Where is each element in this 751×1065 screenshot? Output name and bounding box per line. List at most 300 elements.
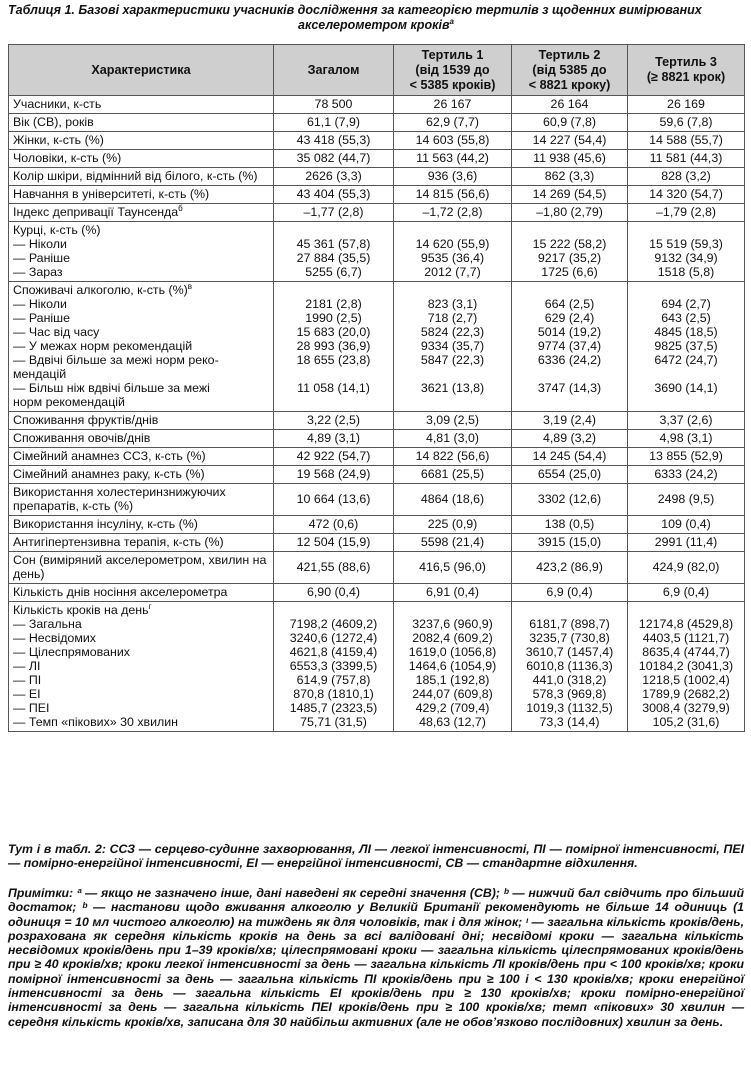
cell-value: 2012 (7,7) xyxy=(424,265,481,279)
value-cell xyxy=(274,552,394,584)
column-header-line: (≥ 8821 крок) xyxy=(646,70,726,84)
value-cell xyxy=(394,168,512,186)
row-label-line xyxy=(13,353,269,367)
cell-value: 429,2 (709,4) xyxy=(415,701,490,715)
cell-value xyxy=(278,223,389,237)
cell-value: 2181 (2,8) xyxy=(305,297,362,311)
cell-value: 14 815 (56,6) xyxy=(415,187,490,201)
cell-value: 12 504 (15,9) xyxy=(296,535,371,549)
row-label xyxy=(9,466,274,484)
table-header-row xyxy=(9,45,745,96)
row-label-text: Курці, к-сть (%) xyxy=(13,223,101,237)
value-cell xyxy=(274,602,394,732)
cell-value: 862 (3,3) xyxy=(544,169,595,183)
cell-value: 629 (2,4) xyxy=(544,311,595,325)
row-label xyxy=(9,132,274,150)
value-cell xyxy=(628,534,745,552)
value-cell xyxy=(512,282,628,412)
cell-value: 244,07 (609,8) xyxy=(412,687,493,701)
row-label-text: Навчання в університеті, к-сть (%) xyxy=(13,187,210,201)
cell-value: 26 167 xyxy=(433,97,472,111)
table-row xyxy=(9,204,745,222)
cell-value: 14 245 (54,4) xyxy=(532,449,607,463)
cell-value: 45 361 (57,8) xyxy=(296,237,371,251)
cell-value: 6,9 (0,4) xyxy=(546,585,593,599)
column-header xyxy=(628,45,745,96)
cell-value: 26 169 xyxy=(667,97,705,111)
row-label-line xyxy=(13,413,269,427)
row-label-line xyxy=(13,151,269,165)
cell-value: 43 418 (55,3) xyxy=(296,133,371,147)
cell-value: 6553,3 (3399,5) xyxy=(289,659,378,673)
cell-value: 3690 (14,1) xyxy=(654,381,718,395)
table-caption xyxy=(8,3,744,33)
value-cell xyxy=(274,168,394,186)
cell-value: 4621,8 (4159,4) xyxy=(289,645,378,659)
cell-value: 1485,7 (2323,5) xyxy=(289,701,378,715)
row-label-text: Вік (СВ), років xyxy=(13,115,94,129)
row-label-line xyxy=(13,673,269,687)
row-label-text: Споживачі алкоголю, к-сть (%) xyxy=(13,283,188,297)
value-cell xyxy=(274,412,394,430)
cell-value xyxy=(398,283,507,297)
column-header-line: Тертиль 2 xyxy=(538,47,601,62)
value-cell xyxy=(394,96,512,114)
cell-value: 823 (3,1) xyxy=(427,297,478,311)
row-label-line xyxy=(13,367,269,381)
row-label-line xyxy=(13,311,269,325)
table-row xyxy=(9,222,745,282)
cell-value: 4,81 (3,0) xyxy=(425,431,480,445)
row-label-line xyxy=(13,97,269,111)
cell-value: 3,09 (2,5) xyxy=(425,413,480,427)
value-cell xyxy=(512,186,628,204)
row-label-line xyxy=(13,205,269,219)
cell-value xyxy=(398,395,507,409)
cell-value: 4403,5 (1121,7) xyxy=(642,631,730,645)
value-cell xyxy=(628,552,745,584)
cell-value: 13 855 (52,9) xyxy=(649,449,723,463)
cell-value: 11 581 (44,3) xyxy=(649,151,723,165)
value-cell xyxy=(394,132,512,150)
cell-value: 6,90 (0,4) xyxy=(306,585,361,599)
cell-value: 4,89 (3,1) xyxy=(306,431,361,445)
row-label-line xyxy=(13,585,269,599)
value-cell xyxy=(512,222,628,282)
row-label-text: Сон (виміряний акселерометром, хвилин на день) xyxy=(13,553,267,581)
row-label-text: — Раніше xyxy=(13,251,71,265)
cell-value: 5847 (22,3) xyxy=(420,353,485,367)
value-cell xyxy=(628,484,745,516)
cell-value: 643 (2,5) xyxy=(661,311,711,325)
cell-value: 6010,8 (1136,3) xyxy=(526,659,613,673)
cell-value: 28 993 (36,9) xyxy=(296,339,371,353)
row-label-line xyxy=(13,265,269,279)
cell-value: 936 (3,6) xyxy=(427,169,478,183)
cell-value: –1,77 (2,8) xyxy=(303,205,364,219)
row-label xyxy=(9,204,274,222)
footnote-marker: в xyxy=(187,281,193,291)
value-cell xyxy=(394,114,512,132)
column-header-line: < 8821 кроку) xyxy=(528,77,611,92)
value-cell xyxy=(274,430,394,448)
row-label-line xyxy=(13,187,269,201)
row-label-line xyxy=(13,603,269,617)
cell-value: 2498 (9,5) xyxy=(657,492,715,506)
value-cell xyxy=(394,430,512,448)
cell-value: 6,9 (0,4) xyxy=(662,585,710,599)
row-label-line xyxy=(13,381,269,395)
cell-value: 1518 (5,8) xyxy=(657,265,715,279)
cell-value: 15 222 (58,2) xyxy=(532,237,607,251)
value-cell xyxy=(274,132,394,150)
row-label xyxy=(9,150,274,168)
value-cell xyxy=(274,448,394,466)
row-label-text: норм рекомендацій xyxy=(13,395,125,409)
value-cell xyxy=(628,168,745,186)
value-cell xyxy=(512,516,628,534)
row-label xyxy=(9,96,274,114)
cell-value: 59,6 (7,8) xyxy=(659,115,713,129)
value-cell xyxy=(394,534,512,552)
column-header-line: < 5385 кроків) xyxy=(409,77,496,92)
cell-value: 1464,6 (1054,9) xyxy=(408,659,497,673)
cell-value: 441,0 (318,2) xyxy=(532,673,607,687)
row-label-text: — Вдвічі більше за межі норм реко- xyxy=(13,353,219,367)
value-cell xyxy=(394,466,512,484)
value-cell xyxy=(512,150,628,168)
cell-value: 60,9 (7,8) xyxy=(542,115,597,129)
cell-value: –1,79 (2,8) xyxy=(656,205,716,219)
row-label xyxy=(9,168,274,186)
table-row xyxy=(9,466,745,484)
row-label-text: Сімейний анамнез ССЗ, к-сть (%) xyxy=(13,449,206,463)
value-cell xyxy=(274,282,394,412)
value-cell xyxy=(394,584,512,602)
cell-value: 3,19 (2,4) xyxy=(542,413,597,427)
row-label-text: — ПІ xyxy=(13,673,42,687)
row-label-line xyxy=(13,517,269,531)
cell-value: 3237,6 (960,9) xyxy=(412,617,493,631)
cell-value: 423,2 (86,9) xyxy=(536,560,603,574)
cell-value xyxy=(516,223,623,237)
cell-value: 614,9 (757,8) xyxy=(296,673,371,687)
row-label-line xyxy=(13,659,269,673)
cell-value: 6,91 (0,4) xyxy=(425,585,480,599)
row-label-text: Використання холестеринзнижуючих препаратів, к-сть (%) xyxy=(13,485,226,513)
table-row xyxy=(9,602,745,732)
value-cell xyxy=(628,412,745,430)
value-cell xyxy=(512,602,628,732)
value-cell xyxy=(274,534,394,552)
cell-value: 5014 (19,2) xyxy=(537,325,602,339)
value-cell xyxy=(628,448,745,466)
row-label-text: — Раніше xyxy=(13,311,71,325)
cell-value: 62,9 (7,7) xyxy=(425,115,480,129)
footnote-marker: г xyxy=(148,601,152,611)
row-label-text: Жінки, к-сть (%) xyxy=(13,133,104,147)
cell-value: 12174,8 (4529,8) xyxy=(638,617,734,631)
cell-value: 225 (0,9) xyxy=(427,517,478,531)
cell-value: 14 269 (54,5) xyxy=(532,187,607,201)
row-label-line xyxy=(13,169,269,183)
column-header xyxy=(274,45,394,96)
column-header xyxy=(512,45,628,96)
value-cell xyxy=(512,430,628,448)
table-body xyxy=(9,96,745,732)
abbreviations-note xyxy=(8,842,744,871)
value-cell xyxy=(274,222,394,282)
value-cell xyxy=(274,484,394,516)
row-label xyxy=(9,602,274,732)
row-label-line xyxy=(13,553,269,581)
table-row xyxy=(9,584,745,602)
row-label-line xyxy=(13,715,269,729)
cell-value: 105,2 (31,6) xyxy=(652,715,720,729)
value-cell xyxy=(512,448,628,466)
value-cell xyxy=(628,516,745,534)
row-label-line xyxy=(13,535,269,549)
row-label xyxy=(9,114,274,132)
cell-value: 416,5 (96,0) xyxy=(419,560,486,574)
table-row xyxy=(9,132,745,150)
table-row xyxy=(9,150,745,168)
cell-value: 48,63 (12,7) xyxy=(419,715,486,729)
cell-value: 9774 (37,4) xyxy=(537,339,602,353)
value-cell xyxy=(394,516,512,534)
cell-value: 185,1 (192,8) xyxy=(415,673,490,687)
cell-value: 42 922 (54,7) xyxy=(296,449,371,463)
cell-value: 4,98 (3,1) xyxy=(659,431,713,445)
row-label-text: — Ніколи xyxy=(13,237,67,251)
cell-value: 35 082 (44,7) xyxy=(296,151,371,165)
row-label-text: Споживання фруктів/днів xyxy=(13,413,159,427)
value-cell xyxy=(274,114,394,132)
value-cell xyxy=(512,534,628,552)
row-label-line xyxy=(13,133,269,147)
value-cell xyxy=(512,168,628,186)
cell-value xyxy=(632,223,740,237)
cell-value: 11 938 (45,6) xyxy=(533,151,606,165)
cell-value xyxy=(278,283,389,297)
cell-value: 109 (0,4) xyxy=(661,517,711,531)
row-label xyxy=(9,282,274,412)
cell-value xyxy=(632,283,740,297)
cell-value xyxy=(398,603,507,617)
row-label-text: — Ніколи xyxy=(13,297,67,311)
caption-line-1: Таблиця 1. Базові характеристики учасників дослідження за категорією тертилів з щоденних вимірюваних xyxy=(8,3,702,17)
row-label-text: Кількість кроків на день xyxy=(13,603,149,617)
row-label-text: — Несвідомих xyxy=(13,631,96,645)
table-row xyxy=(9,412,745,430)
cell-value: 4,89 (3,2) xyxy=(542,431,597,445)
value-cell xyxy=(512,204,628,222)
row-label-line xyxy=(13,339,269,353)
row-label-line xyxy=(13,223,269,237)
cell-value: 1218,5 (1002,4) xyxy=(642,673,730,687)
column-header-line: Загалом xyxy=(307,62,360,77)
cell-value: 5824 (22,3) xyxy=(420,325,485,339)
cell-value: 1990 (2,5) xyxy=(305,311,362,325)
cell-value: 3915 (15,0) xyxy=(537,535,602,549)
cell-value: 26 164 xyxy=(550,97,589,111)
value-cell xyxy=(512,132,628,150)
value-cell xyxy=(512,484,628,516)
cell-value: 424,9 (82,0) xyxy=(652,560,720,574)
column-header-line: Тертиль 1 xyxy=(421,47,484,62)
cell-value: 73,3 (14,4) xyxy=(539,715,600,729)
row-label xyxy=(9,222,274,282)
value-cell xyxy=(274,204,394,222)
row-label-text: Використання інсуліну, к-сть (%) xyxy=(13,517,198,531)
cell-value xyxy=(516,283,623,297)
cell-value: 27 884 (35,5) xyxy=(296,251,371,265)
value-cell xyxy=(628,222,745,282)
cell-value: 1725 (6,6) xyxy=(541,265,598,279)
row-label-text: — ПЕІ xyxy=(13,701,50,715)
cell-value: 421,55 (88,6) xyxy=(296,560,371,574)
table-row xyxy=(9,448,745,466)
cell-value: 6472 (24,7) xyxy=(654,353,718,367)
row-label-text: мендацій xyxy=(13,367,67,381)
cell-value: 18 655 (23,8) xyxy=(296,353,371,367)
row-label-line xyxy=(13,631,269,645)
value-cell xyxy=(394,204,512,222)
cell-value: 4864 (18,6) xyxy=(420,492,485,506)
value-cell xyxy=(274,466,394,484)
cell-value: 4845 (18,5) xyxy=(654,325,718,339)
value-cell xyxy=(274,584,394,602)
cell-value: 6554 (25,0) xyxy=(537,467,602,481)
cell-value xyxy=(516,395,623,409)
row-label-text: — Час від часу xyxy=(13,325,100,339)
table-row xyxy=(9,516,745,534)
row-label-line xyxy=(13,449,269,463)
column-header-line: (від 1539 до xyxy=(415,62,490,77)
cell-value: 7198,2 (4609,2) xyxy=(289,617,378,631)
row-label-line xyxy=(13,701,269,715)
value-cell xyxy=(512,552,628,584)
cell-value: 10184,2 (3041,3) xyxy=(638,659,734,673)
row-label-line xyxy=(13,251,269,265)
cell-value xyxy=(398,223,507,237)
cell-value: 6181,7 (898,7) xyxy=(529,617,610,631)
row-label-line xyxy=(13,325,269,339)
cell-value: 78 500 xyxy=(314,97,353,111)
row-label xyxy=(9,552,274,584)
row-label-text: — Темп «пікових» 30 хвилин xyxy=(13,715,179,729)
cell-value: 9535 (36,4) xyxy=(420,251,485,265)
cell-value: 2991 (11,4) xyxy=(654,535,718,549)
row-label-text: Учасники, к-сть xyxy=(13,97,102,111)
cell-value: 9334 (35,7) xyxy=(420,339,485,353)
cell-value: 11 058 (14,1) xyxy=(297,381,370,395)
row-label-line xyxy=(13,283,269,297)
value-cell xyxy=(394,186,512,204)
table-row xyxy=(9,114,745,132)
value-cell xyxy=(394,412,512,430)
row-label-text: — ЕІ xyxy=(13,687,41,701)
row-label-line xyxy=(13,687,269,701)
value-cell xyxy=(512,96,628,114)
row-label-text: — У межах норм рекомендацій xyxy=(13,339,193,353)
table-row xyxy=(9,534,745,552)
cell-value: 15 519 (59,3) xyxy=(649,237,723,251)
cell-value: 472 (0,6) xyxy=(308,517,359,531)
cell-value: 11 563 (44,2) xyxy=(416,151,489,165)
value-cell xyxy=(628,150,745,168)
row-label-line xyxy=(13,645,269,659)
value-cell xyxy=(274,96,394,114)
value-cell xyxy=(628,602,745,732)
cell-value: 14 603 (55,8) xyxy=(415,133,490,147)
cell-value: 3240,6 (1272,4) xyxy=(289,631,378,645)
row-label-line xyxy=(13,395,269,409)
row-label-text: Індекс депривації Таунсенда xyxy=(13,205,179,219)
cell-value: 694 (2,7) xyxy=(661,297,711,311)
cell-value: 9132 (34,9) xyxy=(654,251,718,265)
value-cell xyxy=(394,484,512,516)
cell-value xyxy=(632,367,740,381)
table-row xyxy=(9,552,745,584)
row-label-text: — Більш ніж вдвічі більше за межі xyxy=(13,381,210,395)
cell-value xyxy=(398,367,507,381)
cell-value: 3747 (14,3) xyxy=(537,381,602,395)
footnotes xyxy=(8,886,744,1029)
cell-value: 14 822 (56,6) xyxy=(415,449,490,463)
value-cell xyxy=(628,96,745,114)
value-cell xyxy=(628,282,745,412)
cell-value: 5255 (6,7) xyxy=(305,265,362,279)
cell-value: 75,71 (31,5) xyxy=(300,715,367,729)
row-label-line xyxy=(13,485,269,513)
value-cell xyxy=(628,466,745,484)
cell-value: 5598 (21,4) xyxy=(420,535,485,549)
cell-value: 19 568 (24,9) xyxy=(296,467,371,481)
cell-value: 3008,4 (3279,9) xyxy=(642,701,730,715)
cell-value: 61,1 (7,9) xyxy=(306,115,361,129)
cell-value: 3302 (12,6) xyxy=(537,492,602,506)
column-header-line: Тертиль 3 xyxy=(655,55,717,69)
cell-value: 9217 (35,2) xyxy=(537,251,602,265)
cell-value xyxy=(632,603,740,617)
row-label-text: Споживання овочів/днів xyxy=(13,431,151,445)
cell-value: 6336 (24,2) xyxy=(537,353,602,367)
value-cell xyxy=(394,448,512,466)
cell-value: 3235,7 (730,8) xyxy=(529,631,610,645)
caption-sup: а xyxy=(449,16,454,26)
column-header-line: Характеристика xyxy=(91,62,191,77)
row-label-line xyxy=(13,237,269,251)
value-cell xyxy=(274,516,394,534)
row-label xyxy=(9,516,274,534)
cell-value: 578,3 (969,8) xyxy=(532,687,607,701)
value-cell xyxy=(628,204,745,222)
cell-value: 1789,9 (2682,2) xyxy=(642,687,730,701)
row-label xyxy=(9,430,274,448)
cell-value: 718 (2,7) xyxy=(427,311,478,325)
row-label xyxy=(9,584,274,602)
row-label-line xyxy=(13,115,269,129)
value-cell xyxy=(394,222,512,282)
column-header xyxy=(9,45,274,96)
cell-value: 14 227 (54,4) xyxy=(532,133,607,147)
caption-line-2 xyxy=(8,18,744,33)
table-row xyxy=(9,186,745,204)
cell-value: 828 (3,2) xyxy=(661,169,711,183)
value-cell xyxy=(512,466,628,484)
table-row xyxy=(9,282,745,412)
